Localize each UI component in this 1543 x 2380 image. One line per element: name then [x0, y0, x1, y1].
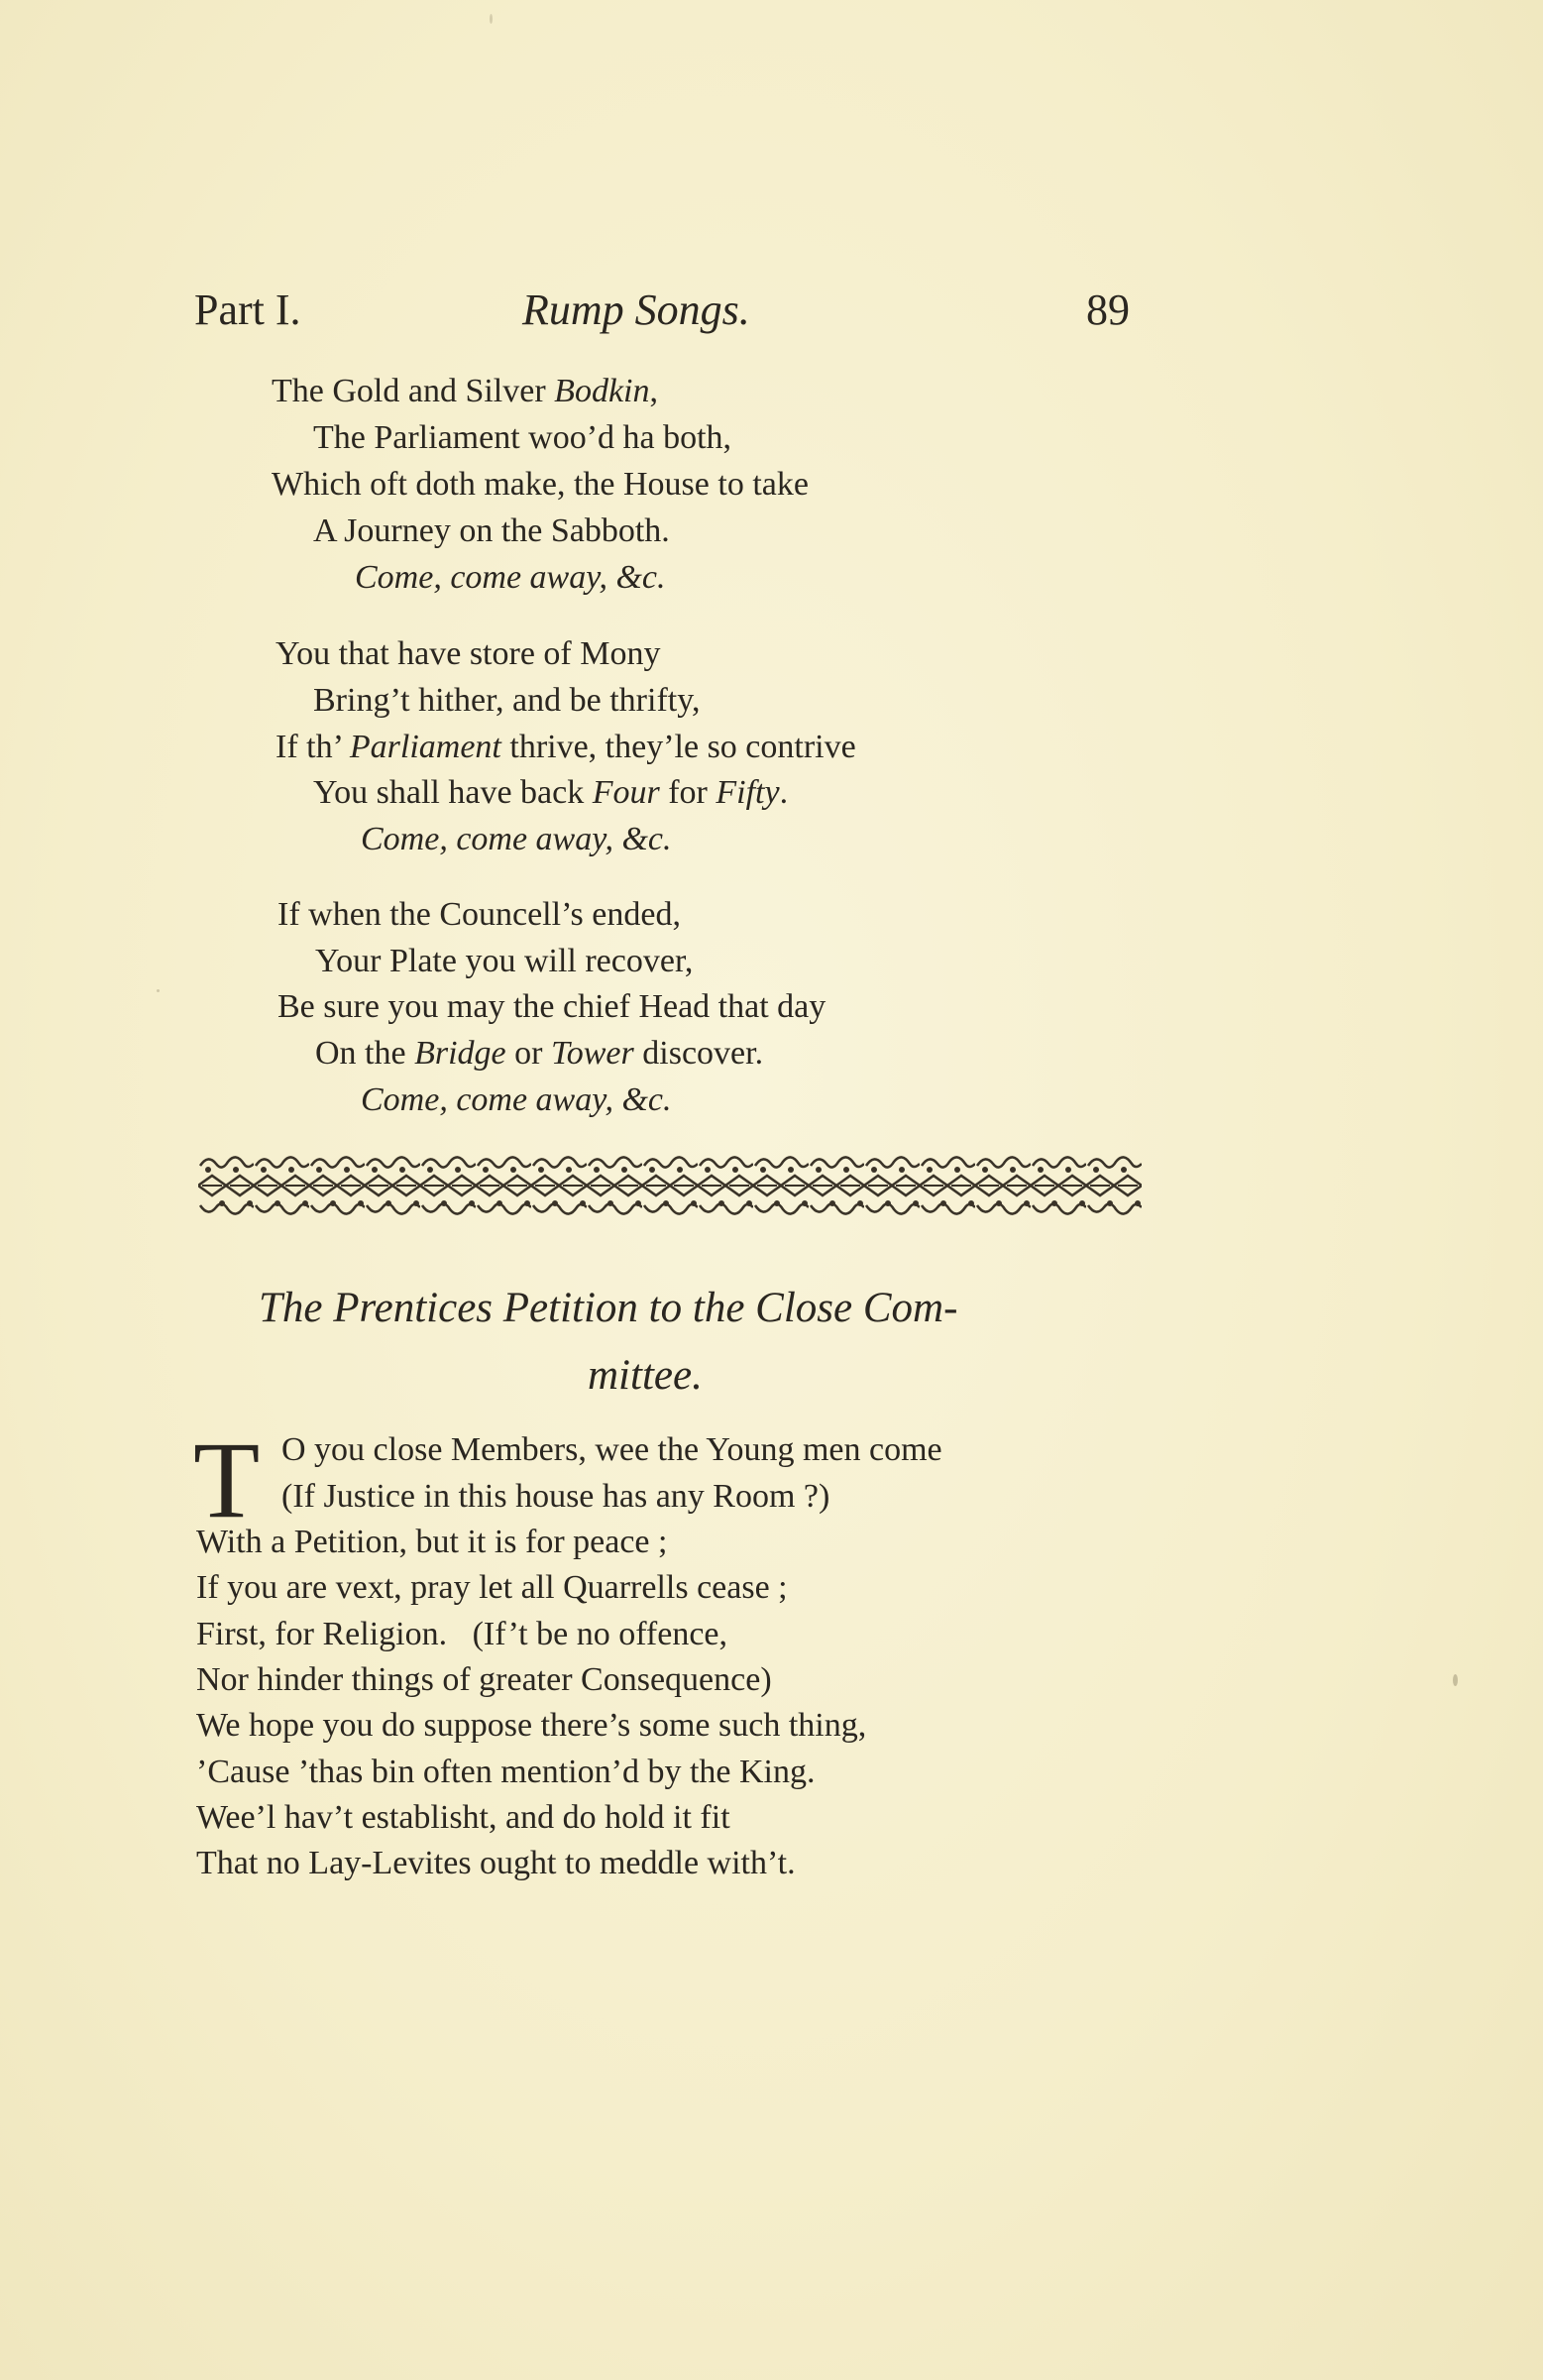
poem-line: That no Lay-Levites ought to meddle with’t. — [196, 1845, 796, 1881]
poem-title-continued: mittee. — [588, 1352, 703, 1399]
poem-line: We hope you do suppose there’s some such thing, — [196, 1707, 867, 1744]
running-head-part: Part I. — [194, 285, 301, 334]
page-number: 89 — [1086, 285, 1130, 334]
running-head-title: Rump Songs. — [522, 285, 750, 334]
verse-line: If th’ Parliament thrive, they’le so contrive — [276, 729, 856, 765]
poem-line: Nor hinder things of greater Consequence) — [196, 1661, 772, 1698]
verse-line: The Gold and Silver Bodkin, — [272, 373, 658, 409]
poem-line: First, for Religion. (If’t be no offence, — [196, 1616, 727, 1652]
poem-line: Wee’l hav’t establisht, and do hold it fit — [196, 1799, 730, 1836]
poem-title: The Prentices Petition to the Close Com- — [259, 1285, 958, 1331]
refrain-line: Come, come away, &c. — [361, 1081, 672, 1118]
verse-line: Bring’t hither, and be thrifty, — [313, 682, 701, 719]
verse-line: Your Plate you will recover, — [315, 943, 694, 979]
verse-line: If when the Councell’s ended, — [277, 896, 681, 933]
verse-line: The Parliament woo’d ha both, — [313, 419, 732, 456]
verse-line: You shall have back Four for Fifty. — [313, 774, 789, 811]
poem-line: O you close Members, wee the Young men come — [281, 1431, 942, 1468]
verse-line: You that have store of Mony — [276, 635, 661, 672]
paper-speck — [157, 989, 160, 992]
verse-line: Be sure you may the chief Head that day — [277, 988, 827, 1025]
refrain-line: Come, come away, &c. — [355, 559, 666, 596]
poem-line: ’Cause ’thas bin often mention’d by the King. — [196, 1754, 816, 1790]
verse-line: Which oft doth make, the House to take — [272, 466, 809, 503]
refrain-line: Come, come away, &c. — [361, 821, 672, 857]
verse-line: A Journey on the Sabboth. — [313, 512, 670, 549]
ornamental-border — [198, 1150, 1142, 1221]
poem-line: If you are vext, pray let all Quarrells cease ; — [196, 1569, 788, 1606]
poem-line: (If Justice in this house has any Room ?) — [281, 1478, 830, 1515]
verse-line: On the Bridge or Tower discover. — [315, 1035, 764, 1072]
paper-speck — [1453, 1674, 1458, 1686]
drop-cap: T — [193, 1419, 261, 1540]
paper-speck — [490, 14, 493, 24]
poem-line: With a Petition, but it is for peace ; — [196, 1524, 668, 1560]
